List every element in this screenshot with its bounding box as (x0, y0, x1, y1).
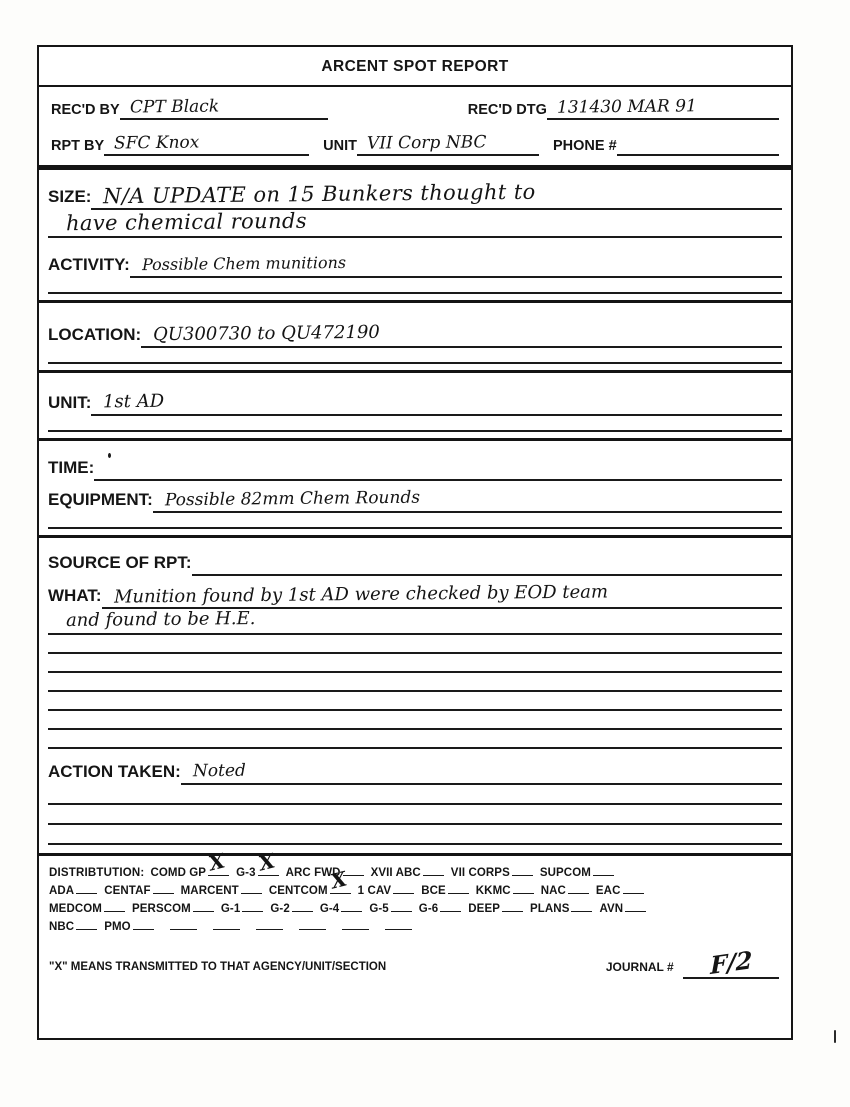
distribution-item-name: PMO (104, 921, 131, 933)
distribution-item-blank (213, 921, 240, 930)
journal-number (605, 944, 779, 981)
distribution-item-blank (593, 867, 614, 876)
distribution-item (270, 903, 314, 915)
blank-ruled-line (48, 730, 782, 749)
distribution-item-name: PLANS (530, 903, 570, 915)
distribution-item-blank (448, 885, 469, 894)
size-value-line1: N/A UPDATE on 15 Bunkers thought to (103, 179, 537, 209)
action-label: ACTION TAKEN: (48, 762, 181, 781)
distribution-item-name: COMD GP (150, 867, 207, 879)
action-field (181, 761, 782, 785)
distribution-item-blank (502, 903, 523, 912)
size-field-line2 (48, 210, 782, 238)
distribution-item (290, 921, 328, 933)
distribution-item-blank (440, 903, 461, 912)
recd-by-label: REC'D BY (51, 102, 120, 118)
distribution-item-blank (255, 848, 279, 876)
time-row (48, 457, 782, 481)
blank-ruled-line (48, 785, 782, 805)
journal-value: F/2 (709, 944, 753, 981)
distribution-item-name: G-5 (369, 903, 389, 915)
distribution-item (236, 848, 280, 879)
action-section (39, 761, 791, 845)
size-section (39, 179, 791, 238)
time-field (94, 457, 782, 481)
time-section (39, 457, 791, 481)
distribution-item-name: SUPCOM (539, 867, 591, 879)
distribution-item-blank (241, 885, 262, 894)
unit-value: 1st AD (103, 390, 165, 413)
distribution-item-blank (341, 903, 362, 912)
distribution-item-blank (393, 885, 414, 894)
distribution-item-name: VII CORPS (450, 867, 510, 879)
time-label: TIME: (48, 458, 95, 477)
phone-label: PHONE # (553, 138, 617, 154)
distribution-item-blank (571, 903, 592, 912)
size-label: SIZE: (48, 187, 92, 206)
distribution-item (333, 921, 371, 933)
source-field (192, 552, 782, 576)
handwritten-x-mark: X (327, 866, 349, 894)
source-label: SOURCE OF RPT: (48, 553, 192, 572)
section-divider (39, 438, 791, 441)
distribution-item-blank (206, 848, 229, 876)
action-value: Noted (192, 760, 246, 782)
distribution-item-blank (256, 921, 283, 930)
distribution-item-name: KKMC (475, 885, 511, 897)
distribution-item (161, 921, 199, 933)
distribution-item (358, 885, 417, 897)
distribution-item (421, 885, 471, 897)
unit-label: UNIT: (48, 393, 92, 412)
recd-by-value: CPT Black (129, 96, 219, 118)
blank-ruled-line (48, 805, 782, 825)
stray-ink-mark (834, 1030, 836, 1043)
unit-row (48, 391, 782, 416)
distribution-item-name: NBC (49, 921, 75, 933)
distribution-item-name: ADA (49, 885, 75, 897)
source-section (39, 552, 791, 576)
distribution-item (371, 867, 446, 879)
distribution-item (376, 921, 414, 933)
size-field (91, 179, 782, 210)
blank-ruled-line (48, 711, 782, 730)
distribution-item (221, 903, 265, 915)
distribution-item-blank (342, 921, 369, 930)
distribution-item (104, 885, 175, 897)
what-field (102, 581, 783, 609)
blank-ruled-line (48, 692, 782, 711)
what-row (48, 581, 782, 609)
distribution-item (286, 867, 366, 879)
recd-dtg-label: REC'D DTG (467, 102, 547, 118)
distribution-row (49, 848, 781, 882)
distribution-item (530, 903, 594, 915)
distribution-item-blank (423, 867, 444, 876)
rpt-by-label: RPT BY (51, 138, 105, 154)
distribution-item-blank (568, 885, 589, 894)
distribution-item (320, 903, 364, 915)
section-divider (39, 535, 791, 538)
source-row (48, 552, 782, 576)
location-field (141, 323, 782, 348)
distribution-item-blank (76, 921, 97, 930)
distribution-item-blank (299, 921, 326, 930)
distribution-item-name: ARC FWD (285, 867, 341, 879)
unit-header-value: VII Corp NBC (366, 132, 487, 154)
distribution-item-blank (385, 921, 412, 930)
equipment-value: Possible 82mm Chem Rounds (164, 487, 420, 511)
blank-ruled-line (48, 348, 782, 364)
equipment-section (39, 489, 791, 529)
what-value-line2: and found to be H.E. (65, 608, 256, 631)
blank-ruled-line (48, 825, 782, 845)
section-divider (39, 300, 791, 303)
distribution-item (181, 885, 264, 897)
handwritten-x-mark: X (255, 848, 277, 876)
equipment-field (153, 489, 782, 513)
distribution-item-blank (513, 885, 534, 894)
distribution-item (150, 848, 231, 879)
section-divider (39, 165, 791, 170)
footer-row (39, 936, 791, 979)
section-divider (39, 370, 791, 373)
blank-ruled-line (48, 654, 782, 673)
distribution-item-blank (242, 903, 263, 912)
distribution-item (204, 921, 242, 933)
blank-ruled-line (48, 673, 782, 692)
distribution-item-name: CENTAF (104, 885, 151, 897)
rpt-by-field (104, 133, 309, 156)
equipment-row (48, 489, 782, 513)
distribution-item-name: MARCENT (180, 885, 239, 897)
distribution-item-blank (292, 903, 313, 912)
activity-section (39, 254, 791, 294)
distribution-item-name: XVII ABC (370, 867, 421, 879)
distribution-item-blank (104, 903, 125, 912)
activity-label: ACTIVITY: (48, 255, 130, 274)
distribution-item (132, 903, 216, 915)
distribution-item-blank (170, 921, 197, 930)
unit-section (39, 391, 791, 432)
blank-ruled-line (48, 416, 782, 432)
phone-field (617, 135, 779, 156)
distribution-item-blank (76, 885, 97, 894)
distribution-item-blank (153, 885, 174, 894)
activity-field (130, 254, 782, 278)
distribution-item-name: NAC (540, 885, 566, 897)
recd-by-field (120, 97, 328, 120)
location-value: QU300730 to QU472190 (153, 321, 381, 346)
distribution-item (369, 903, 413, 915)
distribution-item (540, 867, 616, 879)
blank-ruled-line (48, 635, 782, 654)
header-section (39, 87, 791, 165)
location-label: LOCATION: (48, 325, 142, 344)
distribution-item-name: MEDCOM (49, 903, 102, 915)
distribution-item-name: G-2 (270, 903, 290, 915)
distribution-item (247, 921, 285, 933)
distribution-item (476, 885, 536, 897)
distribution-item (419, 903, 463, 915)
equipment-label: EQUIPMENT: (48, 490, 153, 509)
action-row (48, 761, 782, 785)
distribution-item (49, 885, 99, 897)
what-section (39, 581, 791, 749)
handwritten-x-mark: X (206, 848, 228, 876)
what-label: WHAT: (48, 586, 102, 605)
distribution-item-name: G-6 (418, 903, 439, 915)
location-row (48, 323, 782, 348)
distribution-item-blank (623, 885, 644, 894)
journal-label: JOURNAL # (605, 960, 674, 974)
distribution-item-name: 1 CAV (357, 885, 392, 897)
transmitted-note: "X" MEANS TRANSMITTED TO THAT AGENCY/UNIT/SECTION (49, 961, 387, 973)
distribution-row (49, 918, 781, 936)
size-row (48, 179, 782, 210)
what-value-line1: Munition found by 1st AD were checked by EOD team (113, 581, 608, 608)
distribution-item-blank (625, 903, 646, 912)
blank-ruled-line (48, 513, 782, 529)
distribution-item-name: AVN (599, 903, 624, 915)
rpt-by-value: SFC Knox (114, 132, 200, 154)
journal-field (683, 944, 779, 981)
distribution-item-name: G-3 (236, 867, 256, 879)
distribution-item-name: DEEP (468, 903, 500, 915)
distribution-item (104, 921, 156, 933)
recd-dtg-field (547, 97, 779, 120)
what-field-line2 (48, 609, 782, 635)
distribution-row (49, 900, 781, 918)
form-title: ARCENT SPOT REPORT (39, 47, 791, 87)
activity-row (48, 254, 782, 278)
distribution-item (541, 885, 591, 897)
distribution-item-name: G-1 (220, 903, 241, 915)
distribution-item-blank (193, 903, 214, 912)
size-value-line2: have chemical rounds (65, 208, 308, 236)
location-section (39, 323, 791, 364)
distribution-item-blank (133, 921, 154, 930)
distribution-item-blank (391, 903, 412, 912)
header-row-1 (51, 97, 779, 120)
unit-field (91, 391, 782, 416)
distribution-item (596, 885, 646, 897)
distribution-item (49, 921, 99, 933)
recd-dtg-value: 131430 MAR 91 (556, 96, 697, 118)
distribution-item (49, 903, 127, 915)
activity-value: Possible Chem munitions (141, 252, 347, 275)
distribution-item-blank (512, 867, 533, 876)
unit-header-label: UNIT (323, 138, 358, 154)
header-row-2 (51, 133, 779, 156)
spot-report-form (37, 45, 793, 1040)
distribution-item-name: EAC (595, 885, 621, 897)
blank-ruled-line (48, 278, 782, 294)
distribution-item (468, 903, 525, 915)
distribution-item-blank (327, 866, 351, 894)
distribution-item (599, 903, 648, 915)
distribution-item-name: PERSCOM (132, 903, 191, 915)
stray-ink-dot (108, 453, 111, 458)
distribution-item-name: CENTCOM (268, 885, 328, 897)
distribution-label: DISTRIBTUTION: (49, 867, 145, 879)
distribution-item-name: G-4 (319, 903, 340, 915)
distribution-section (39, 848, 791, 936)
distribution-item (451, 867, 535, 879)
unit-header-field (357, 133, 539, 156)
distribution-item-name: BCE (421, 885, 446, 897)
